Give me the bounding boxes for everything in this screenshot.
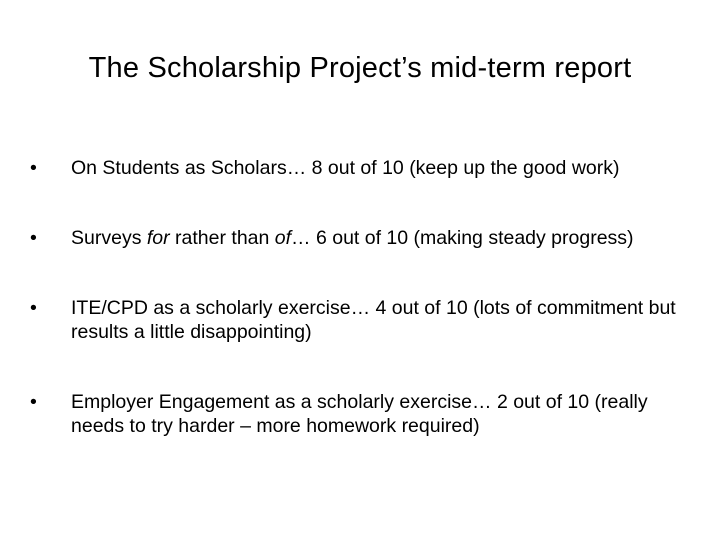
bullet-text-segment: Employer Engagement as a scholarly exercise… 2 out of 10 (really needs to try harder – more homework required): [71, 391, 648, 437]
bullet-item-students-as-scholars: [30, 156, 690, 180]
bullet-text: [71, 227, 634, 249]
slide-title: The Scholarship Project’s mid-term report: [88, 52, 632, 84]
bullet-list: [30, 156, 690, 484]
bullet-text: [71, 391, 648, 437]
bullet-text-segment: Surveys: [71, 227, 147, 249]
bullet-item-surveys: [30, 226, 690, 250]
bullet-text-segment: ITE/CPD as a scholarly exercise… 4 out of 10 (lots of commitment but results a little disappointing): [71, 297, 676, 343]
bullet-marker: •: [30, 297, 37, 319]
bullet-text-emphasis: for: [146, 227, 170, 249]
bullet-text: [71, 157, 620, 179]
bullet-item-ite-cpd: [30, 296, 690, 344]
bullet-text-segment: rather than: [169, 227, 275, 249]
bullet-marker: •: [30, 227, 37, 249]
bullet-marker: •: [30, 157, 37, 179]
bullet-text-segment: … 6 out of 10 (making steady progress): [291, 227, 634, 249]
bullet-text-emphasis: of: [274, 227, 292, 249]
bullet-text: [71, 297, 676, 343]
bullet-marker: •: [30, 391, 37, 413]
bullet-item-employer-engagement: [30, 390, 690, 438]
bullet-text-segment: On Students as Scholars… 8 out of 10 (keep up the good work): [71, 157, 620, 179]
